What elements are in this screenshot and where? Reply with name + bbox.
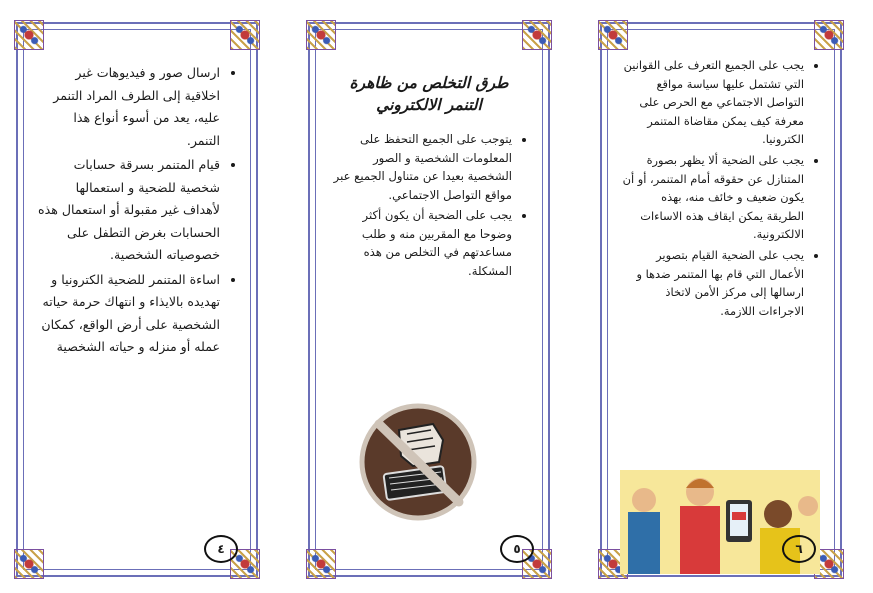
page-title: طرق التخلص من ظاهرة التنمر الالكتروني <box>349 73 509 114</box>
page-4 <box>16 22 258 577</box>
ornament-icon <box>306 549 336 579</box>
bullet-list <box>622 56 820 320</box>
list-item: • يجب على الضحية أن يكون أكثر وضوحا مع المقربين منه و طلب مساعدتهم في التخلص من هذه المشكلة. <box>330 206 512 280</box>
page-6 <box>600 22 842 577</box>
ornament-icon <box>14 549 44 579</box>
page-number: ٥ <box>500 535 534 563</box>
page-content <box>38 62 236 361</box>
bullet-list <box>38 62 236 359</box>
list-item: • اساءة المتنمر للضحية الكترونيا و تهديده بالايذاء و انتهاك حرمة حياته الشخصية على أرض الواقع، كمكان عمله أو منزله و حياته الشخصية <box>38 269 220 359</box>
page-number: ٦ <box>782 535 816 563</box>
bullet-list <box>330 130 528 280</box>
ornament-icon <box>230 20 260 50</box>
ornament-icon <box>14 20 44 50</box>
ornament-icon <box>522 20 552 50</box>
list-item: • يجب على الجميع التعرف على القوانين التي تشتمل عليها سياسة مواقع التواصل الاجتماعي مع الحرص على معرفة كيف يمكن مقاضاة المتنمر الكترونيا. <box>622 56 804 149</box>
ornament-icon <box>814 20 844 50</box>
no-cyberbullying-icon <box>355 400 481 524</box>
list-item: • يجب على الضحية القيام بتصوير الأعمال التي قام بها المتنمر ضدها و ارسالها إلى مركز الأمن لاتخاذ الاجراءات اللازمة. <box>622 246 804 320</box>
list-item: • قيام المتنمر بسرقة حسابات شخصية للضحية و استعمالها لأهداف غير مقبولة أو استعمال هذه الحسابات بغرض التطفل على خصوصياته الشخصية. <box>38 154 220 267</box>
list-item: • يتوجب على الجميع التحفظ على المعلومات الشخصية و الصور الشخصية بعيدا عن متناول الجميع عبر مواقع التواصل الاجتماعي. <box>330 130 512 204</box>
list-item: • يجب على الضحية ألا يظهر بصورة المتنازل عن حقوقه أمام المتنمر، أو أن يكون ضعيف و خائف منه، بهذه الطريقة يمكن ايقاف هذه الاساءات الالكترونية. <box>622 151 804 244</box>
page-number: ٤ <box>204 535 238 563</box>
ornament-icon <box>598 20 628 50</box>
ornament-icon <box>306 20 336 50</box>
list-item: • ارسال صور و فيديوهات غير اخلاقية إلى الطرف المراد التنمر عليه، يعد من أسوء أنواع هذا التنمر. <box>38 62 220 152</box>
page-5 <box>308 22 550 577</box>
page-content <box>330 72 528 282</box>
page-content <box>622 56 820 322</box>
